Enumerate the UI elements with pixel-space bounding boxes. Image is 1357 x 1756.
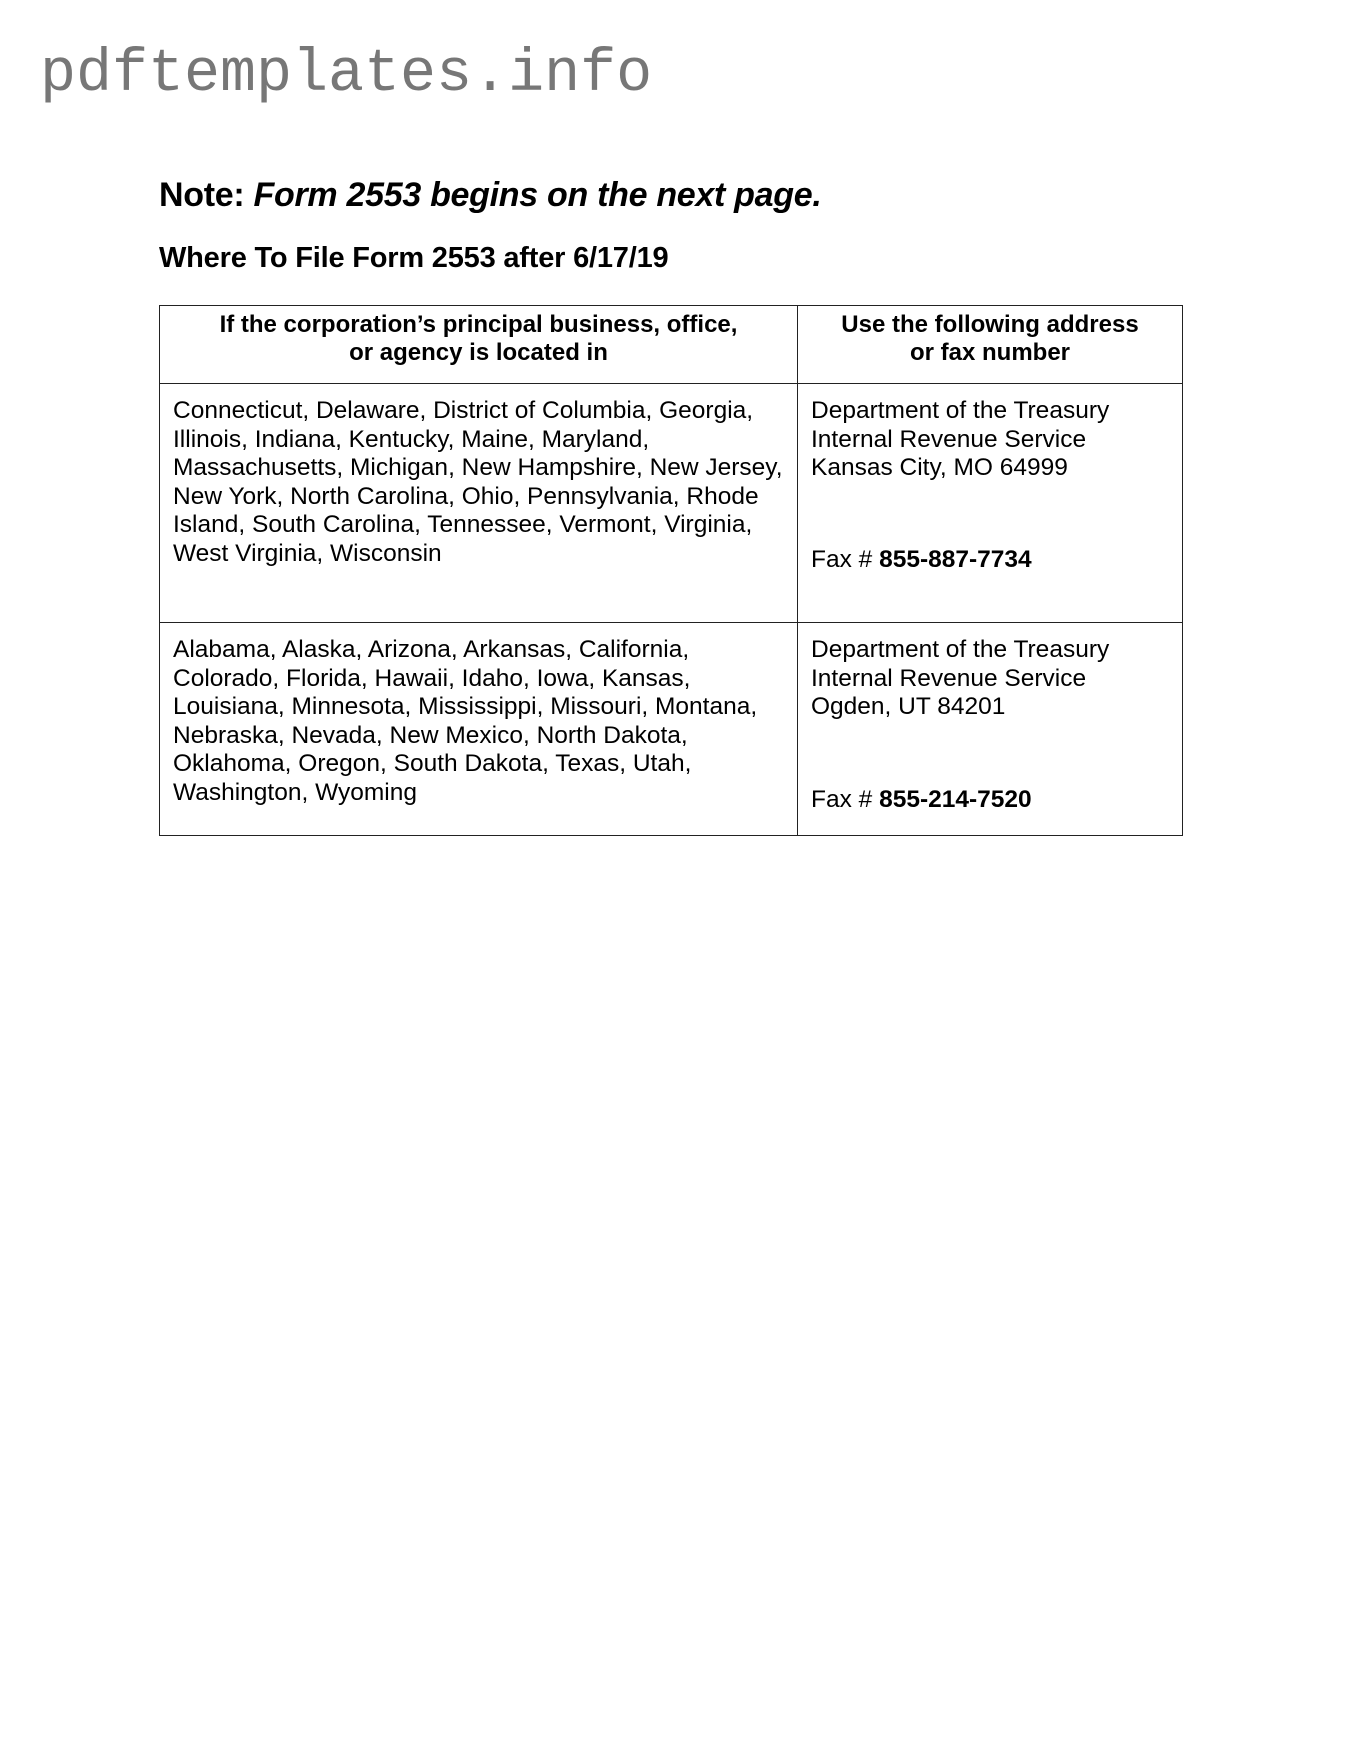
note-text: Form 2553 begins on the next page.	[253, 176, 822, 214]
header-line: Use the following address	[841, 311, 1139, 338]
table-row	[160, 384, 1183, 623]
fax-line	[811, 546, 1032, 575]
address-line: Internal Revenue Service	[811, 425, 1087, 453]
address-line: Department of the Treasury	[811, 397, 1110, 424]
address-cell	[798, 384, 1183, 623]
fax-number: 855-887-7734	[879, 546, 1032, 573]
address-line: Ogden, UT 84201	[811, 693, 1006, 720]
fax-label: Fax #	[811, 546, 880, 573]
note-label: Note:	[159, 176, 245, 214]
fax-label: Fax #	[811, 786, 880, 813]
table-header-row	[160, 306, 1183, 384]
column-header-address	[798, 306, 1183, 384]
filing-address-table	[159, 305, 1183, 836]
states-cell: Alabama, Alaska, Arizona, Arkansas, California, Colorado, Florida, Hawaii, Idaho, Iowa, Kansas, Louisiana, Minnesota, Mississippi, Missouri, Montana, Nebraska, Nevada, New Mexico, North Dakota, Oklahoma, Oregon, South Dakota, Texas, Utah, Washington, Wyoming	[160, 623, 798, 836]
table-row	[160, 623, 1183, 836]
address-cell	[798, 623, 1183, 836]
page-subtitle: Where To File Form 2553 after 6/17/19	[159, 242, 669, 274]
address-line: Internal Revenue Service	[811, 664, 1087, 692]
fax-number: 855-214-7520	[879, 786, 1032, 813]
column-header-location	[160, 306, 798, 384]
fax-line	[811, 786, 1032, 815]
header-line: or agency is located in	[349, 339, 608, 366]
address-line: Department of the Treasury	[811, 636, 1110, 663]
address-line: Kansas City, MO 64999	[811, 454, 1068, 481]
note-heading	[159, 173, 821, 217]
states-cell: Connecticut, Delaware, District of Columbia, Georgia, Illinois, Indiana, Kentucky, Maine, Maryland, Massachusetts, Michigan, New Hampshire, New Jersey, New York, North Carolina, Ohio, Pennsylvania, Rhode Island, South Carolina, Tennessee, Vermont, Virginia, West Virginia, Wisconsin	[160, 384, 798, 623]
watermark-text: pdftemplates.info	[40, 41, 653, 109]
header-line: or fax number	[909, 339, 1071, 366]
header-line: If the corporation’s principal business, office,	[219, 311, 738, 338]
